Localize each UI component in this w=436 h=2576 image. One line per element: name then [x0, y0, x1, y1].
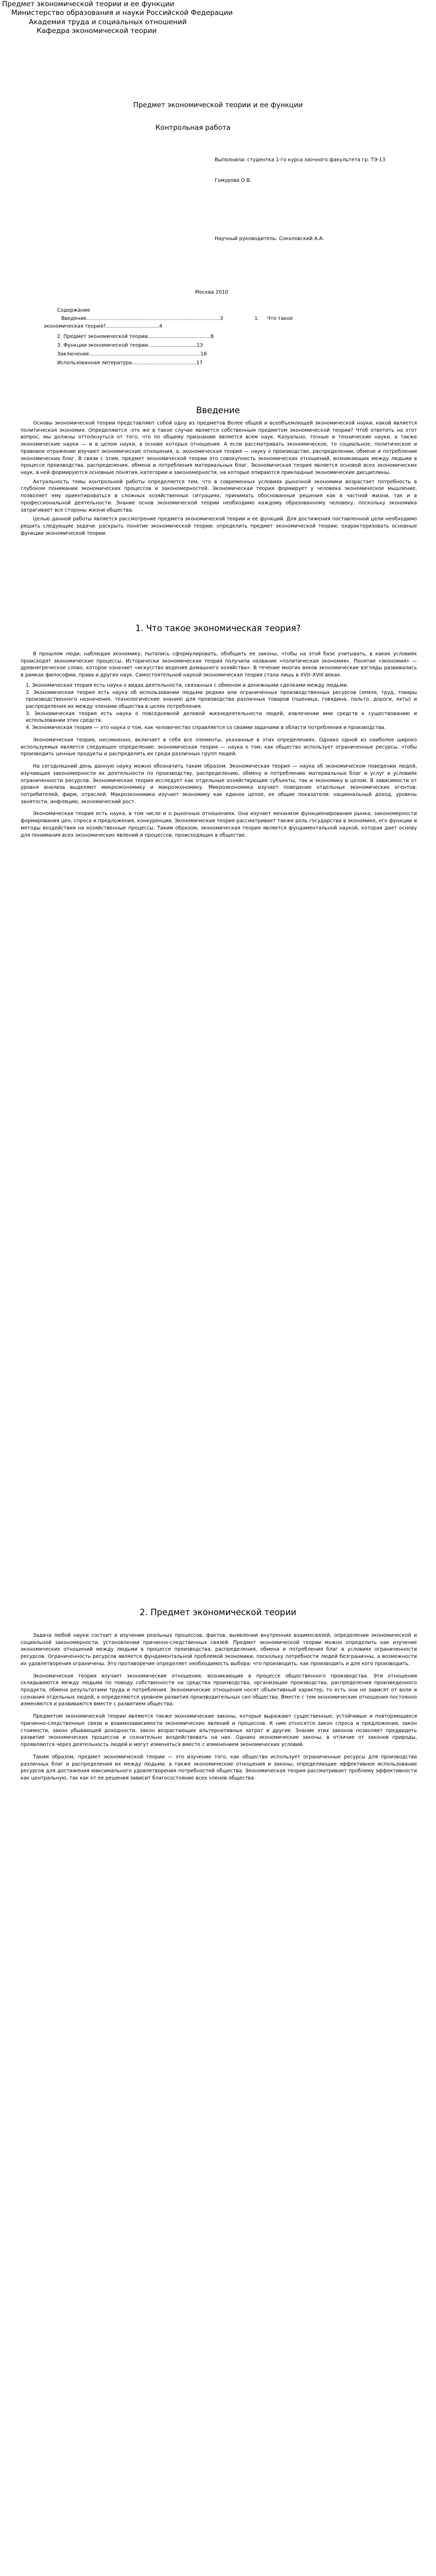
list-item: 1. Экономическая теория есть наука о видах деятельности, связанных с обменом и денежными сделками между людьми.: [26, 682, 348, 688]
header-line-3: Академия труда и социальных отношений: [29, 18, 187, 26]
list-item: 2. Экономическая теория есть наука об использовании людьми редких или ограниченных производственных ресурсов (земля, труд, товары производственного назначения, технологические знания) для производства различных товаров (пшеница, говядина, пальто, дороги, яхты) и распределения их между членами общества в целях потребления.: [26, 689, 417, 710]
author-name: Гомурова О.В.: [215, 178, 252, 183]
intro-paragraph-3: Целью данной работы является рассмотрение предмета экономической теории и ее функций. Для достижения поставленной цели необходимо решить следующие задачи: раскрыть понятие экономической теории; определить предмет экономической теории; охарактеризовать основные функции экономической теории.: [21, 516, 417, 536]
section-1-body: [21, 651, 417, 839]
section-2-body: [21, 1632, 417, 1782]
work-subject: Предмет экономической теории и ее функции: [133, 101, 303, 109]
section-1-paragraph-2: Экономическая теория, несомненно, включает в себя все элементы, указанные в этих определениях. Однако одной из наиболее широко используемых является следующее определение: экономическая теория — наука о том, как общество использует ограниченные ресурсы, чтобы производить ценные продукты и распределять их среди различных групп людей.: [21, 737, 417, 757]
toc-item[interactable]: Заключение.......................................................................16: [57, 351, 207, 357]
section-title-1: 1. Что такое экономическая теория?: [135, 623, 301, 633]
header-line-1: Предмет экономической теории и ее функции: [2, 0, 175, 8]
toc-item[interactable]: экономическая теория?..................................4: [44, 324, 163, 329]
header-line-2: Министерство образования и науки Российской Федерации: [11, 9, 233, 17]
section-2-paragraph-4: Таким образом, предмет экономической теории — это изучение того, как общество использует ограниченные ресурсы для производства различных благ и распределения их между людьми, а также экономические отношения и законы, определяющие эффективное использование ресурсов для достижения максимального удовлетворения потребностей общества. Экономическая теория рассматривает проблему эффективности как центральную, так как от ее решения зависит благосостояние всех членов общества.: [21, 1754, 417, 1781]
intro-paragraph-1: Основы экономической теории представляют собой одну из предметов Волее общей и всеобъемлющей экономической науки, какой является политическая экономия. Определяются -это же в такое случае является собственным предметом экономической теории? Чтоб ответить на этот вопрос, мы должны оттолкнуться от того, что по общему признанию является всем наук. Казуально, точные и технические науки, а также экономические науки — и в целом науки, в основе которых отношения. А если рассматривать экономическое, то социальное, политическое и правовое отражение изучают экономические отношения, а, экономическая теория — науку о производстве, распределении, обмене и потреблении экономических благ. В связи с этим, предмет экономической теории это совокупность экономических отношений, возникающих между людьми в процессе производства, распределения, обмена и потребления материальных благ. Экономическая теория является основой всех экономических наук, в ней формируются основные понятия, категории и закономерности, на которые опираются прикладные экономические дисциплины.: [21, 420, 417, 476]
section-2-paragraph-2: Экономическая теория изучает экономические отношения, возникающие в процессе общественного производства. Эти отношения складываются между людьми по поводу собственности на средства производства, организации производства, распределения произведенного продукта, обмена результатами труда и потребления. Экономические отношения носят объективный характер, то есть они не зависят от воли и сознания отдельных людей, а определяются уровнем развития производительных сил общества. Вместе с тем экономические отношения постоянно изменяются и развиваются вместе с развитием общества.: [21, 1673, 417, 1707]
intro-paragraph-2: Актуальность темы контрольной работы определяется тем, что в современных условиях рыночной экономики возрастает потребность в глубоком понимании экономических процессов и закономерностей. Экономическая теория формирует у человека экономическое мышление, позволяет ему ориентироваться в сложных хозяйственных ситуациях, принимать обоснованные решения как в частной жизни, так и в профессиональной деятельности. Знание основ экономической теории необходимо каждому образованному человеку, поскольку экономика затрагивает все стороны жизни общества.: [21, 479, 417, 513]
section-title-intro: Введение: [196, 405, 240, 415]
section-1-paragraph-3: На сегодняшний день данную науку можно обозначить таким образом. Экономическая теория — наука об экономическом поведении людей, изучающая закономерности их деятельности по производству, распределению, обмену и потреблению материальных благ и услуг в условиях ограниченности ресурсов. Экономическая теория исследует как отдельные хозяйствующие субъекты, так и экономику в целом. В зависимости от уровня анализа выделяют микроэкономику и макроэкономику. Микроэкономика изучает поведение отдельных экономических агентов: потребителей, фирм, отраслей. Макроэкономика изучает экономику как единое целое, ее общие показатели: национальный доход, уровень занятости, инфляцию, экономический рост.: [21, 764, 417, 805]
toc-item[interactable]: 2. Предмет экономической теории........................................8: [57, 334, 214, 340]
toc-title: Содержание: [57, 308, 91, 313]
section-title-2: 2. Предмет экономической теории: [139, 1607, 297, 1617]
list-item: 3. Экономическая теория есть наука о повседневной деловой жизнедеятельности людей, извлечении ими средств к существованию и использовании этих средств.: [26, 710, 417, 724]
toc-item[interactable]: Использованная литература.........................................17: [57, 360, 203, 366]
author-info: Выполнила: студентка 1-го курса заочного факультета гр. ТЭ-13: [215, 157, 386, 163]
toc-item[interactable]: 3. Функции экономической теории...............................13: [57, 343, 203, 348]
city-year: Москва 2010: [195, 290, 229, 295]
section-2-paragraph-1: Задача любой науки состоит в изучении реальных процессов, фактов, выявлении внутренних взаимосвязей, определении экономической и социальной закономерности, установлении причинно-следственных связей. Предмет экономической теории можно определить как изучение экономических отношений между людьми в процессе производства, распределения, обмена и потребления благ в условиях ограниченности ресурсов. Ограниченность ресурсов является фундаментальной проблемой экономики, поскольку потребности людей безграничны, а возможности их удовлетворения ограничены. Это противоречие определяет необходимость выбора: что производить, как производить и для кого производить.: [21, 1633, 417, 1667]
supervisor: Научный руководитель: Соколовский А.А.: [215, 236, 324, 242]
header-line-4: Кафедра экономической теории: [37, 27, 157, 35]
section-2-paragraph-3: Предметом экономической теории являются также экономические законы, которые выражают существенные, устойчивые и повторяющиеся причинно-следственные связи и взаимозависимости экономических явлений и процессов. К ним относятся закон спроса и предложения, закон стоимости, закон убывающей доходности, закон возрастающих альтернативных затрат и другие. Знание этих законов позволяет предвидеть развитие экономических процессов и сознательно воздействовать на них. Однако экономические законы, в отличие от законов природы, проявляются через деятельность людей и могут изменяться вместе с изменением экономических условий.: [21, 1714, 417, 1748]
intro-body: [21, 420, 417, 537]
work-type: Контрольная работа: [155, 124, 231, 132]
section-1-paragraph-4: Экономическая теория есть наука, в том числе и о рыночных отношениях. Она изучает механизм функционирования рынка, закономерности формирования цен, спроса и предложения, конкуренции. Экономическая теория рассматривает также роль государства в экономике, его функции и методы воздействия на хозяйственные процессы. Таким образом, экономическая теория является фундаментальной наукой, которая дает основу для понимания всех экономических явлений и процессов, происходящих в обществе.: [21, 811, 417, 838]
toc-item[interactable]: Введение.....................................................................................3 1. Что такое: [61, 316, 293, 321]
section-1-list: [21, 682, 417, 732]
section-1-paragraph-1: В прошлом люди, наблюдая экономику, пытались сформулировать, обобщить ее законы, чтобы на этой базе учитывать, в каких условиях происходят экономические процессы. Исторически экономическая теория получила название «политическая экономия». Понятие «экономия» — древнегреческое слово, которое означает «искусство ведения домашнего хозяйства». В течение многих веков экономические взгляды развивались в рамках философии, права и других наук. Самостоятельной наукой экономическая теория стала лишь в XVII–XVIII веках.: [21, 651, 417, 679]
list-item: 4. Экономическая теория — это наука о том, как человечество справляется со своими задачами в области потребления и производства.: [26, 725, 386, 731]
